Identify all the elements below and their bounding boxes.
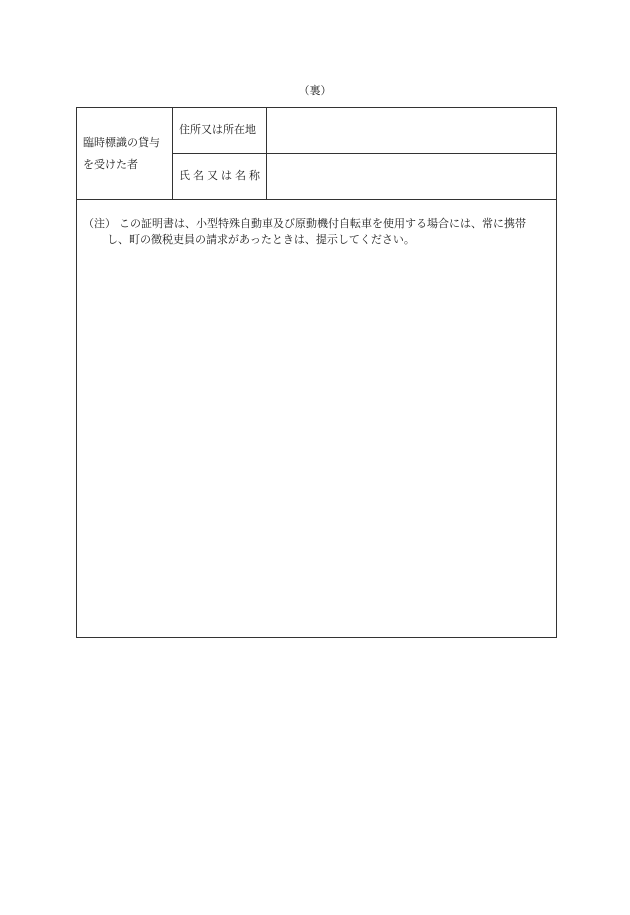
recipient-label-line1: 臨時標識の貸与 [83,136,160,149]
address-label: 住所又は所在地 [179,123,256,136]
name-row [173,154,556,199]
certificate-back-frame [76,107,557,638]
recipient-label-line2: を受けた者 [83,158,138,171]
note-row-2 [83,232,551,248]
name-field[interactable] [267,154,556,199]
address-field[interactable] [267,108,556,153]
address-row [173,108,556,154]
page-title: （裏） [298,84,332,97]
address-label-cell [173,108,267,153]
name-label: 氏名又は名称 [179,169,263,182]
note-text-line1: この証明書は、小型特殊自動車及び原動機付自転車を使用する場合には、常に携帯 [119,217,526,230]
note-row-1 [83,216,551,232]
note-section [83,216,551,248]
note-prefix: （注） [83,217,116,230]
note-text-line2: し、町の徴税吏員の請求があったときは、提示してください。 [107,233,415,246]
name-label-cell [173,154,267,199]
recipient-table [77,108,556,200]
recipient-label-cell [77,108,173,199]
